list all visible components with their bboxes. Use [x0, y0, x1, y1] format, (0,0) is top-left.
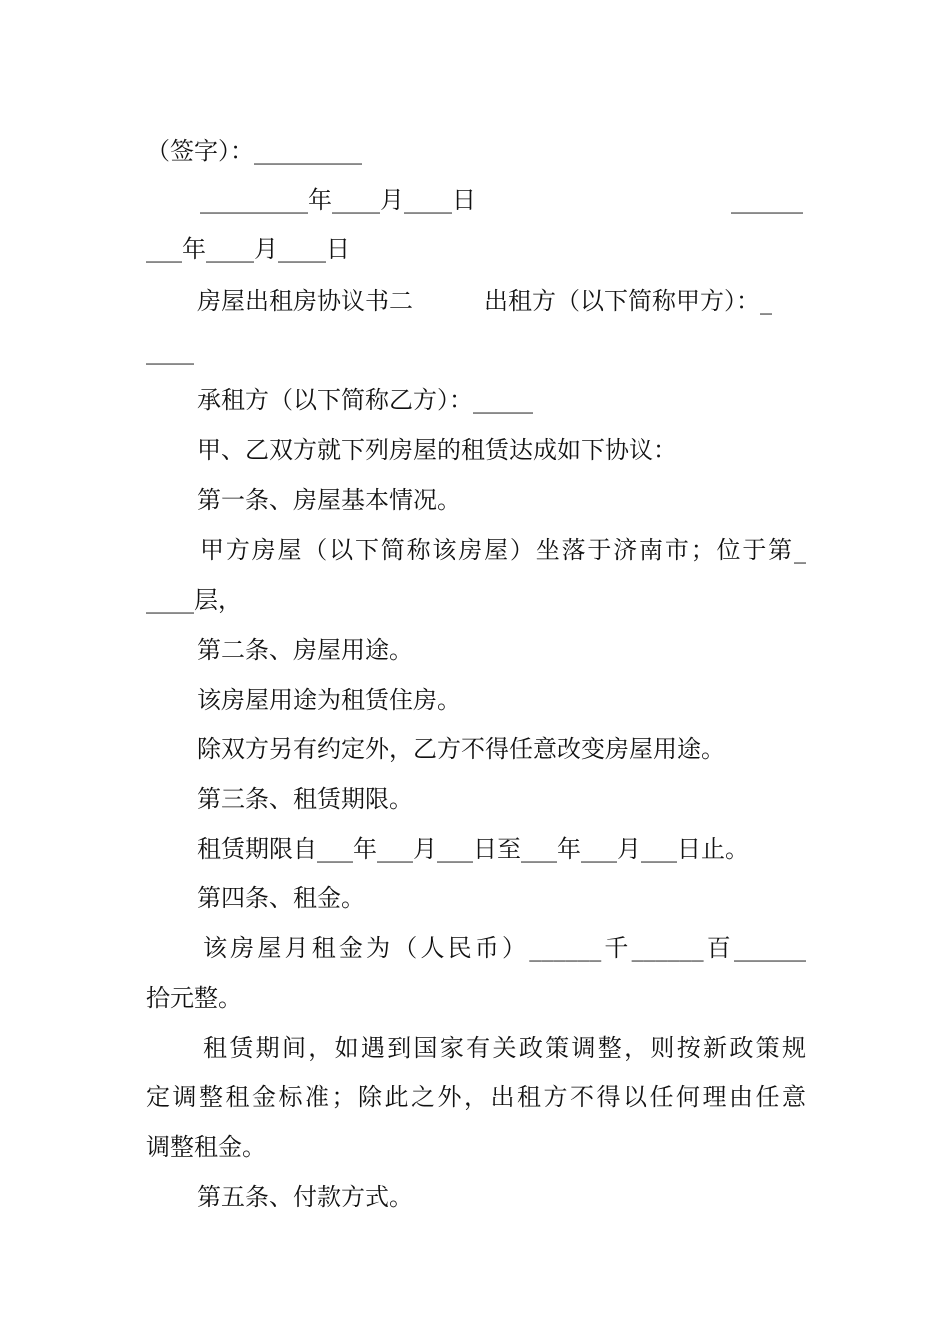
article-4-rent-text-cont: 拾元整。	[146, 984, 242, 1012]
article-1-text: 甲方房屋（以下简称该房屋）坐落于济南市；位于第_	[200, 536, 806, 564]
date-line-right-start: ______	[731, 186, 803, 214]
article-4-heading: 第四条、租金。	[197, 884, 365, 912]
article-4-adjust-text-3: 调整租金。	[146, 1133, 266, 1161]
article-5-heading: 第五条、付款方式。	[197, 1183, 413, 1211]
article-1-heading: 第一条、房屋基本情况。	[197, 486, 461, 514]
date-line-left: _________年____月____日	[200, 186, 476, 214]
lessee-label: 承租方（以下简称乙方）：_____	[197, 386, 533, 414]
agreement-title: 房屋出租房协议书二	[197, 287, 413, 315]
article-4-rent-text: 该房屋月租金为（人民币）______千______百______	[203, 934, 806, 962]
lessor-blank-cont: ____	[146, 337, 194, 365]
lessor-label: 出租方（以下简称甲方）：_	[484, 287, 772, 315]
article-2-text-1: 该房屋用途为租赁住房。	[197, 686, 461, 714]
article-3-text: 租赁期限自___年___月___日至___年___月___日止。	[197, 835, 749, 863]
signature-line: （签字）：_________	[146, 137, 362, 165]
agreement-intro: 甲、乙双方就下列房屋的租赁达成如下协议：	[197, 436, 677, 464]
article-2-heading: 第二条、房屋用途。	[197, 636, 413, 664]
article-4-adjust-text-1: 租赁期间，如遇到国家有关政策调整，则按新政策规	[203, 1034, 806, 1062]
article-2-text-2: 除双方另有约定外，乙方不得任意改变房屋用途。	[197, 735, 725, 763]
article-1-text-cont: ____层，	[146, 586, 242, 614]
date-line-right-end: ___年____月____日	[146, 235, 350, 263]
article-3-heading: 第三条、租赁期限。	[197, 785, 413, 813]
article-4-adjust-text-2: 定调整租金标准；除此之外，出租方不得以任何理由任意	[146, 1083, 806, 1111]
